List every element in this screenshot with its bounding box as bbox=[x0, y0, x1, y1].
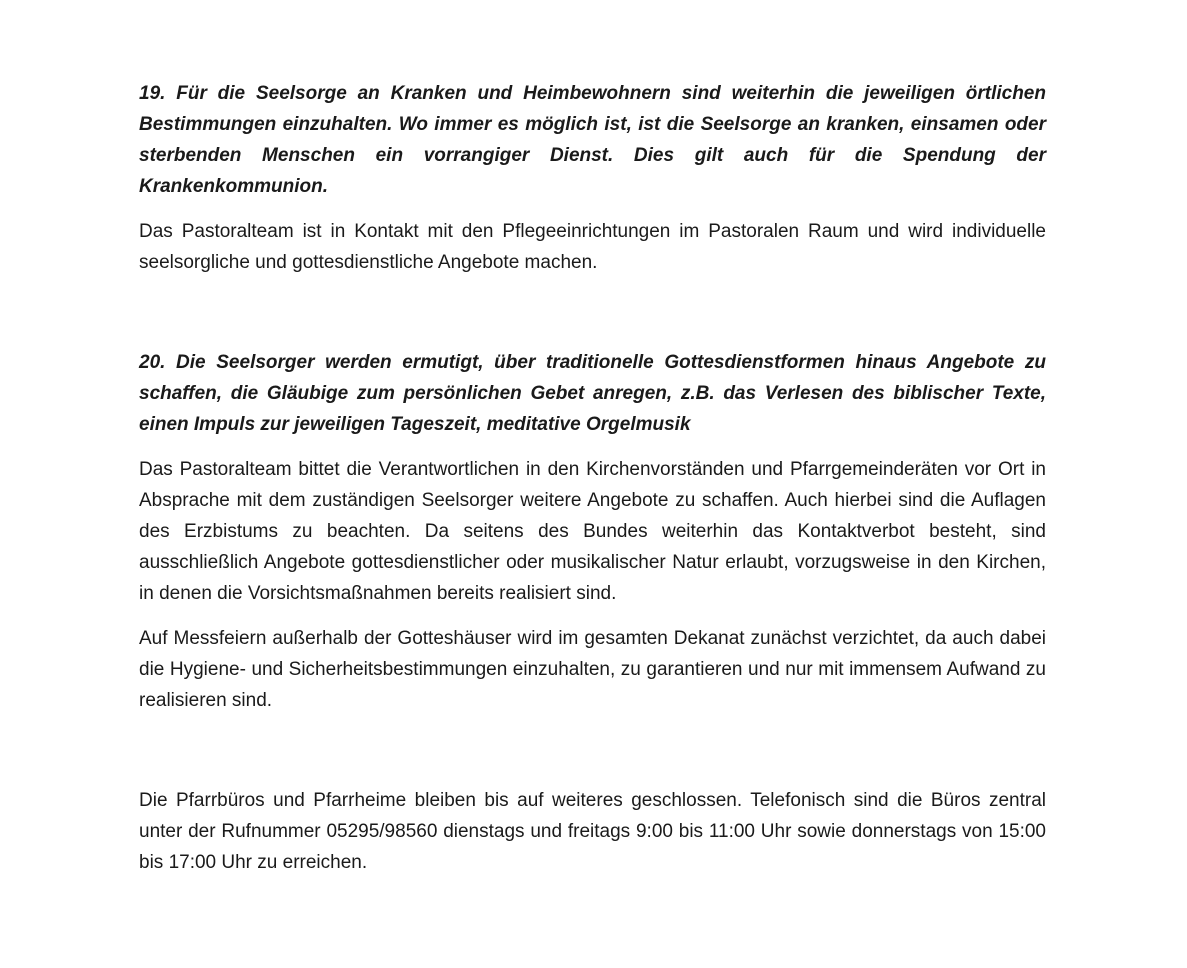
section-20-body-2: Auf Messfeiern außerhalb der Gotteshäuser wird im gesamten Dekanat zunächst verzichtet, da auch dabei die Hygiene- und Sicherheitsbestimmungen einzuhalten, zu garantieren und nur mit immensem Aufwand zu realisieren sind. bbox=[139, 628, 1046, 711]
section-20-heading: 20. Die Seelsorger werden ermutigt, über traditionelle Gottesdienstformen hinaus Angebote zu schaffen, die Gläubige zum persönlichen Gebet anregen, z.B. das Verlesen des biblischer Texte, einen Impuls zur jeweiligen Tageszeit, meditative Orgelmusik bbox=[139, 352, 1046, 435]
section-20-body-1: Das Pastoralteam bittet die Verantwortlichen in den Kirchenvorständen und Pfarrgemeinderäten vor Ort in Absprache mit dem zuständigen Seelsorger weitere Angebote zu schaffen. Auch hierbei sind die Auflagen des Erzbistums zu beachten. Da seitens des Bundes weiterhin das Kontaktverbot besteht, sind ausschließlich Angebote gottesdienstlicher oder musikalischer Natur erlaubt, vorzugsweise in den Kirchen, in denen die Vorsichtsmaßnahmen bereits realisiert sind. bbox=[139, 459, 1046, 604]
section-19-heading: 19. Für die Seelsorge an Kranken und Heimbewohnern sind weiterhin die jeweiligen örtlichen Bestimmungen einzuhalten. Wo immer es möglich ist, ist die Seelsorge an kranken, einsamen oder sterbenden Menschen ein vorrangiger Dienst. Dies gilt auch für die Spendung der Krankenkommunion. bbox=[139, 83, 1046, 197]
section-19-body: Das Pastoralteam ist in Kontakt mit den Pflegeeinrichtungen im Pastoralen Raum und wird individuelle seelsorgliche und gottesdienstliche Angebote machen. bbox=[139, 221, 1046, 273]
office-notice: Die Pfarrbüros und Pfarrheime bleiben bis auf weiteres geschlossen. Telefonisch sind die Büros zentral unter der Rufnummer 05295/98560 dienstags und freitags 9:00 bis 11:00 Uhr sowie donnerstags von 15:00 bis 17:00 Uhr zu erreichen. bbox=[139, 790, 1046, 873]
document-page bbox=[139, 78, 1046, 878]
